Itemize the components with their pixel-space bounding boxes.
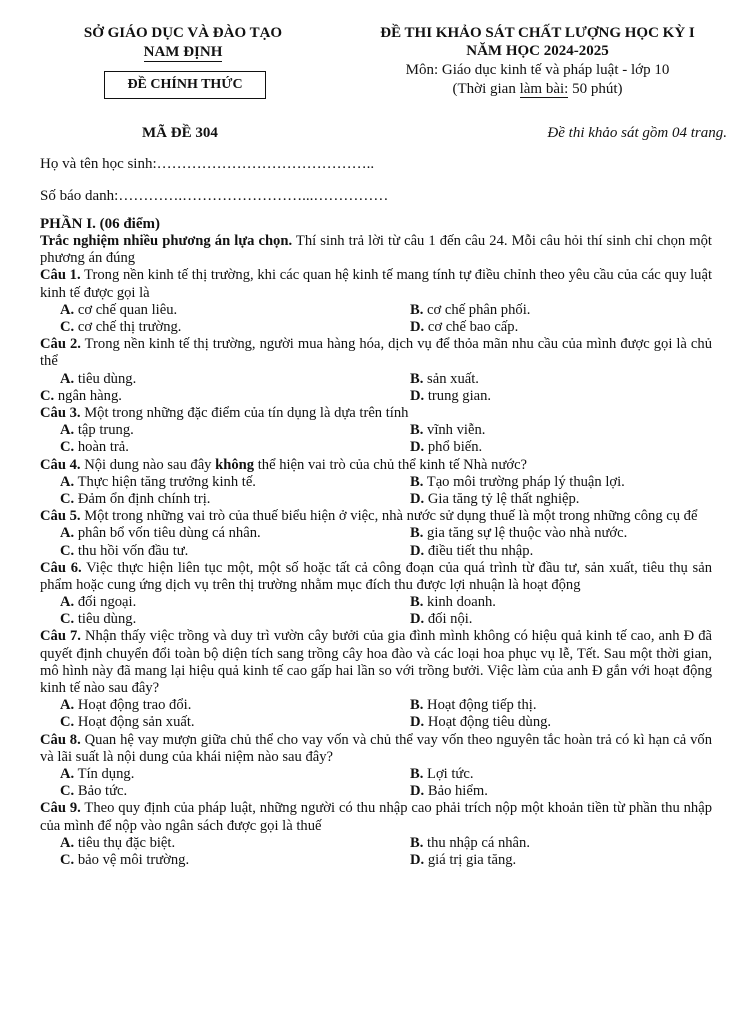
options-row [40,697,712,714]
question-8: Câu 8. Quan hệ vay mượn giữa chủ thể cho vay vốn và chủ thể vay vốn theo nguyên tắc hoàn trả có kì hạn cả vốn và lãi suất là nội dung của khái niệm nào sau đây? [40,731,712,765]
option-d: D. Gia tăng tỷ lệ thất nghiệp. [410,490,580,507]
option-d: D. trung gian. [410,387,492,404]
question-5: Câu 5. Một trong những vai trò của thuế biểu hiện ở việc, nhà nước sử dụng thuế là một trong những công cụ để [40,508,698,525]
department-province: NAM ĐỊNH [143,44,223,60]
option-d: D. Bảo hiểm. [410,783,488,800]
official-label: ĐỀ CHÍNH THỨC [104,71,266,99]
option-c: C. Bảo tức. [60,783,128,800]
option-a: A. cơ chế quan liêu. [60,301,178,318]
option-a: A. tập trung. [60,422,134,439]
option-b: B. thu nhập cá nhân. [410,834,530,851]
option-b: B. sản xuất. [410,370,479,387]
question-2: Câu 2. Trong nền kinh tế thị trường, người mua hàng hóa, dịch vụ để thỏa mãn nhu cầu của mình được gọi là chủ thể [40,336,712,370]
page-count-note: Đề thi khảo sát gồm 04 trang. [547,125,727,141]
part-title: PHẦN I. (06 điểm) [40,216,160,232]
question-6: Câu 6. Việc thực hiện liên tục một, một số hoặc tất cả công đoạn của quá trình từ đầu tư, sản xuất, tiêu thụ sản phẩm hoặc cung ứng dịch vụ trên thị trường nhằm mục đích thu được lợi nhuận là hoạt động [40,559,712,593]
option-a: A. Tín dụng. [60,766,135,783]
student-name-field: Họ và tên học sinh:…………………………………….. [40,156,375,172]
option-c: C. Đảm ổn định chính trị. [60,490,211,507]
options-row [40,835,712,852]
options-row [40,439,712,456]
options-row [40,422,712,439]
options-row [40,319,712,336]
option-d: D. đối nội. [410,611,473,628]
options-row [40,543,712,560]
question-9: Câu 9. Theo quy định của pháp luật, những người có thu nhập cao phải trích nộp một khoản tiền từ phần thu nhập của mình để nộp vào ngân sách được gọi là thuế [40,800,713,834]
options-row [40,302,712,319]
options-row [40,766,712,783]
option-b: B. gia tăng sự lệ thuộc vào nhà nước. [410,525,628,542]
time-line: (Thời gian làm bài: 50 phút) [452,81,623,97]
option-a: A. đối ngoại. [60,594,137,611]
option-d: D. phổ biến. [410,439,483,456]
options-row [40,611,712,628]
option-c: C. hoàn trả. [60,439,129,456]
option-c: C. Hoạt động sản xuất. [60,714,195,731]
question-4: Câu 4. Nội dung nào sau đây không thể hiện vai trò của chủ thể kinh tế Nhà nước? [40,456,528,473]
option-c: C. tiêu dùng. [60,611,137,628]
option-d: D. điều tiết thu nhập. [410,542,534,559]
option-d: D. Hoạt động tiêu dùng. [410,714,552,731]
option-c: C. bảo vệ môi trường. [60,852,190,869]
option-c: C. thu hồi vốn đầu tư. [60,542,189,559]
question-1: Câu 1. Trong nền kinh tế thị trường, khi các quan hệ kinh tế mang tính tự điều chỉnh theo yêu cầu của các quy luật kinh tế được gọi là [40,267,713,301]
department-block [38,24,328,62]
option-a: A. phân bổ vốn tiêu dùng cá nhân. [60,525,261,542]
option-b: B. Tạo môi trường pháp lý thuận lợi. [410,473,625,490]
options-row [40,783,712,800]
option-a: A. Hoạt động trao đổi. [60,697,192,714]
exam-title: ĐỀ THI KHẢO SÁT CHẤT LƯỢNG HỌC KỲ I [380,25,695,41]
part-intro: Trắc nghiệm nhiều phương án lựa chọn. Thí sinh trả lời từ câu 1 đến câu 24. Mỗi câu hỏi thí sinh chỉ chọn một phương án đúng [40,233,712,267]
question-3: Câu 3. Một trong những đặc điểm của tín dụng là dựa trên tính [40,404,409,421]
school-year: NĂM HỌC 2024-2025 [466,43,609,59]
subject-line: Môn: Giáo dục kinh tế và pháp luật - lớp 10 [405,62,670,78]
option-c: C. ngân hàng. [40,387,122,404]
option-b: B. vĩnh viễn. [410,422,486,439]
option-c: C. cơ chế thị trường. [60,319,182,335]
options-row [40,491,712,508]
question-7: Câu 7. Nhận thấy việc trồng và duy trì vườn cây bưởi của gia đình mình không có hiệu quả kinh tế cao, anh Đ đã quyết định chuyển đổi toàn bộ diện tích sang trồng cây hoa đào và các loại hoa phục vụ lễ, Tết. Sau một thời gian, mô hình này đã mang lại hiệu quả kinh tế cao gấp hai lần so với trồng bưởi. Việc làm của anh Đ gắn với hoạt động kinh tế nào sau đây? [40,628,712,697]
option-a: A. tiêu dùng. [60,370,137,387]
options-row [40,594,712,611]
option-d: D. giá trị gia tăng. [410,852,517,869]
option-b: B. Hoạt động tiếp thị. [410,697,537,714]
option-a: A. Thực hiện tăng trưởng kinh tế. [60,473,256,490]
option-d: D. cơ chế bao cấp. [410,319,519,335]
options-row [40,371,712,388]
exam-title-block [340,24,735,99]
options-row [40,388,712,405]
option-b: B. kinh doanh. [410,594,496,611]
options-row [40,852,712,869]
options-row [40,525,712,542]
option-a: A. tiêu thụ đặc biệt. [60,834,176,851]
department-name: SỞ GIÁO DỤC VÀ ĐÀO TẠO [83,25,283,41]
question-content [40,216,712,869]
options-row [40,474,712,491]
options-row [40,714,712,731]
exam-code: MÃ ĐỀ 304 [142,125,218,141]
option-b: B. Lợi tức. [410,766,474,783]
option-b: B. cơ chế phân phối. [410,301,531,318]
student-id-field: Số báo danh:………….……………………...…………… [40,188,389,204]
